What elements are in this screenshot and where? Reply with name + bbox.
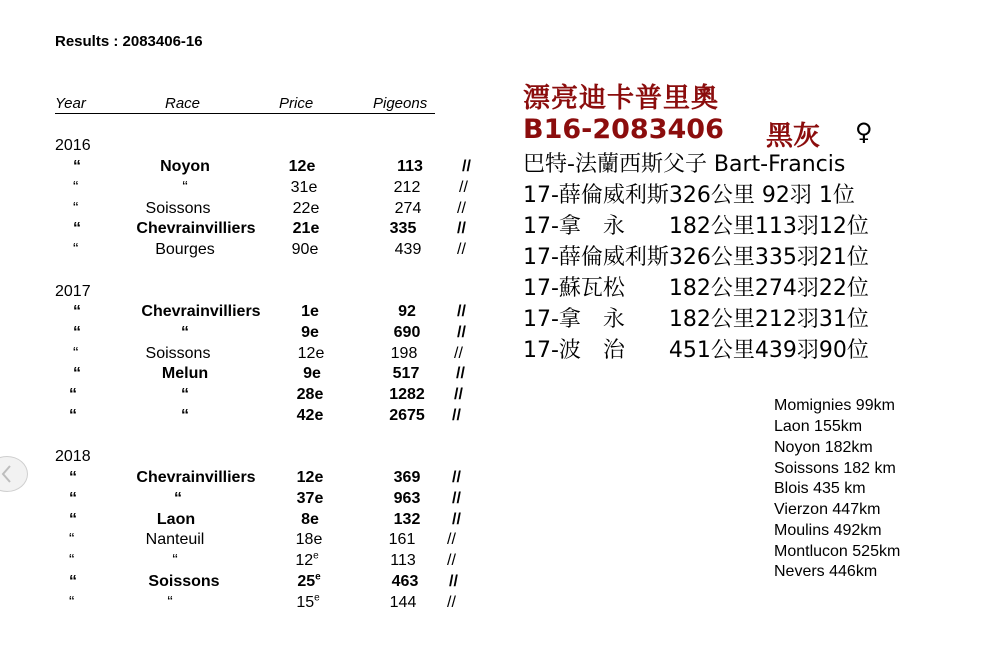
pigeons-value: 1282 — [389, 386, 425, 403]
price-value: 25e — [297, 571, 321, 590]
pigeons-value: 113 — [390, 552, 416, 569]
price-value: 21e — [292, 220, 320, 237]
distance-item: Momignies 99km — [774, 397, 895, 414]
race-name: Chevrainvilliers — [136, 469, 256, 486]
separator: // — [462, 158, 471, 175]
separator: // — [447, 531, 456, 548]
ditto-mark: “ — [73, 303, 81, 320]
result-line: 17-薛倫威利斯326公里335羽21位 — [523, 245, 869, 270]
ditto-mark: “ — [73, 324, 81, 341]
separator: // — [447, 594, 456, 611]
ditto-mark: “ — [69, 490, 77, 507]
female-icon: ♀ — [855, 118, 873, 146]
distance-item: Soissons 182 km — [774, 460, 896, 477]
race-name: “ — [182, 179, 188, 196]
header-pigeons: Pigeons — [373, 95, 428, 112]
price-value: 12e — [288, 158, 316, 175]
race-name: “ — [181, 324, 189, 341]
race-name: “ — [181, 386, 189, 403]
pigeons-value: 335 — [389, 220, 417, 237]
pigeons-value: 92 — [398, 303, 416, 320]
separator: // — [454, 386, 463, 403]
result-line: 17-拿 永 182公里113羽12位 — [523, 214, 869, 239]
separator: // — [456, 365, 465, 382]
separator: // — [457, 200, 466, 217]
price-value: 22e — [292, 200, 320, 217]
results-title: Results : 2083406-16 — [55, 33, 203, 50]
pigeons-value: 517 — [392, 365, 420, 382]
price-value: 15e — [296, 592, 320, 611]
distance-item: Noyon 182km — [774, 439, 873, 456]
distance-item: Blois 435 km — [774, 480, 866, 497]
race-name: Soissons — [145, 345, 211, 362]
price-value: 12e — [295, 550, 319, 569]
result-line: 17-薛倫威利斯326公里 92羽 1位 — [523, 183, 855, 208]
race-name: Chevrainvilliers — [141, 303, 261, 320]
distance-item: Laon 155km — [774, 418, 863, 435]
pigeons-value: 963 — [393, 490, 421, 507]
separator: // — [457, 303, 466, 320]
race-name: Soissons — [148, 573, 220, 590]
distance-item: Montlucon 525km — [774, 543, 901, 560]
ditto-mark: “ — [69, 407, 77, 424]
pigeons-value: 161 — [388, 531, 416, 548]
price-value: 9e — [303, 365, 321, 382]
separator: // — [447, 552, 456, 569]
pigeons-value: 198 — [390, 345, 418, 362]
price-value: 37e — [296, 490, 324, 507]
separator: // — [454, 345, 463, 362]
separator: // — [457, 220, 466, 237]
header-price: Price — [279, 95, 314, 112]
result-line: 17-波 治 451公里439羽90位 — [523, 338, 869, 363]
ditto-mark: “ — [69, 469, 77, 486]
header-divider — [55, 113, 435, 114]
race-name: Melun — [161, 365, 209, 382]
distance-item: Vierzon 447km — [774, 501, 881, 518]
price-value: 8e — [301, 511, 319, 528]
price-value: 28e — [296, 386, 324, 403]
previous-slide-button[interactable] — [0, 456, 28, 492]
ditto-mark: “ — [69, 552, 75, 569]
year-2017: 2017 — [55, 283, 91, 300]
header-race: Race — [165, 95, 201, 112]
separator: // — [449, 573, 458, 590]
separator: // — [457, 324, 466, 341]
race-name: Chevrainvilliers — [136, 220, 256, 237]
pigeons-value: 212 — [393, 179, 421, 196]
separator: // — [457, 241, 466, 258]
pigeon-color: 黑灰 — [766, 121, 820, 152]
ditto-mark: “ — [69, 573, 77, 590]
pigeons-value: 463 — [391, 573, 419, 590]
price-value: 12e — [296, 469, 324, 486]
pigeons-value: 274 — [394, 200, 422, 217]
race-name: “ — [174, 490, 182, 507]
ditto-mark: “ — [69, 386, 77, 403]
race-name: “ — [167, 594, 173, 611]
ditto-mark: “ — [73, 220, 81, 237]
ditto-mark: “ — [73, 158, 81, 175]
price-value: 42e — [296, 407, 324, 424]
breeder-line: 巴特-法蘭西斯父子 Bart-Francis — [523, 152, 846, 177]
ditto-mark: “ — [73, 200, 79, 217]
year-2016: 2016 — [55, 137, 91, 154]
distance-item: Nevers 446km — [774, 563, 878, 580]
pigeons-value: 690 — [393, 324, 421, 341]
ditto-mark: “ — [69, 594, 75, 611]
price-value: 9e — [301, 324, 319, 341]
price-value: 1e — [301, 303, 319, 320]
race-name: Soissons — [145, 200, 211, 217]
ditto-mark: “ — [73, 179, 79, 196]
race-name: “ — [172, 552, 178, 569]
race-name: Bourges — [155, 241, 215, 258]
separator: // — [459, 179, 468, 196]
separator: // — [452, 511, 461, 528]
race-name: “ — [181, 407, 189, 424]
year-2018: 2018 — [55, 448, 91, 465]
pigeons-value: 113 — [397, 158, 423, 175]
price-value: 18e — [295, 531, 323, 548]
pigeons-value: 2675 — [389, 407, 425, 424]
ditto-mark: “ — [73, 365, 81, 382]
distance-item: Moulins 492km — [774, 522, 882, 539]
result-line: 17-蘇瓦松 182公里274羽22位 — [523, 276, 869, 301]
chevron-left-icon — [1, 465, 13, 483]
pigeon-name: 漂亮迪卡普里奧 — [523, 83, 719, 114]
ditto-mark: “ — [69, 511, 77, 528]
ditto-mark: “ — [73, 241, 79, 258]
separator: // — [452, 490, 461, 507]
header-year: Year — [55, 95, 86, 112]
ditto-mark: “ — [73, 345, 79, 362]
pigeons-value: 439 — [394, 241, 422, 258]
pigeons-value: 369 — [393, 469, 421, 486]
separator: // — [452, 469, 461, 486]
race-name: Noyon — [160, 158, 210, 175]
price-value: 90e — [291, 241, 319, 258]
result-line: 17-拿 永 182公里212羽31位 — [523, 307, 869, 332]
race-name: Nanteuil — [145, 531, 205, 548]
race-name: Laon — [156, 511, 196, 528]
ditto-mark: “ — [69, 531, 75, 548]
pigeons-value: 132 — [393, 511, 421, 528]
pigeons-value: 144 — [389, 594, 417, 611]
price-value: 12e — [297, 345, 325, 362]
separator: // — [452, 407, 461, 424]
price-value: 31e — [290, 179, 318, 196]
ring-number: B16-2083406 — [523, 114, 724, 145]
